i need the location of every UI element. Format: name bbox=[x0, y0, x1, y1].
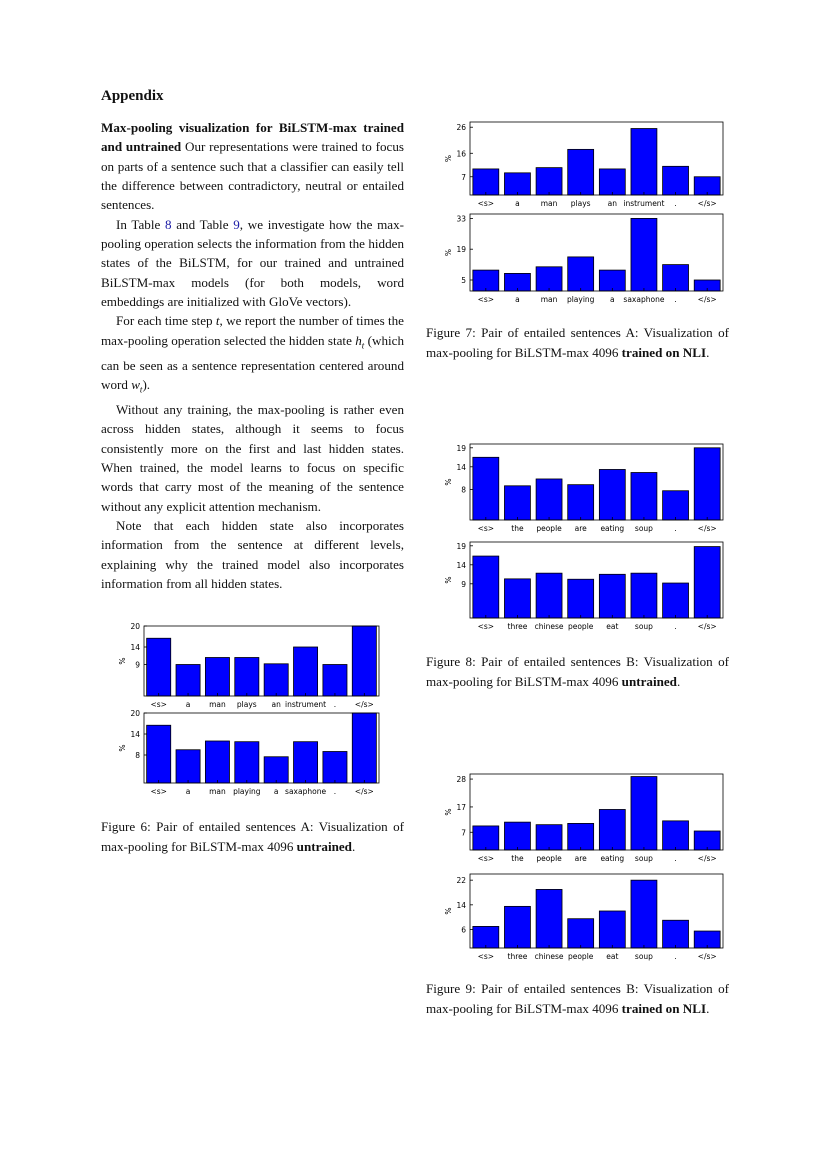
bar-2 bbox=[536, 573, 562, 618]
x-tick-label: <s> bbox=[477, 295, 495, 304]
bar-7 bbox=[352, 626, 376, 696]
bar-4 bbox=[599, 169, 625, 195]
bar-2 bbox=[536, 479, 562, 520]
fig7-caption-end: . bbox=[706, 344, 710, 360]
y-tick-label: 19 bbox=[456, 443, 466, 453]
y-tick-label: 5 bbox=[461, 276, 466, 285]
fig8-caption-end: . bbox=[676, 673, 681, 689]
fig9-caption-text: Figure 9: Pair of entailed sentences B: Visualization of max-pooling for BiLSTM-max 4096 bbox=[426, 981, 729, 1016]
figure-6-caption bbox=[101, 817, 404, 856]
x-tick-label: people bbox=[536, 524, 562, 533]
y-axis-label: % bbox=[444, 808, 453, 816]
bar-0 bbox=[147, 725, 171, 783]
fig6-caption-end: . bbox=[351, 838, 356, 854]
bar-0 bbox=[473, 270, 499, 291]
x-tick-label: . bbox=[674, 622, 677, 631]
p2-text-a: In Table bbox=[116, 216, 165, 232]
chart-fig7-bottom bbox=[444, 208, 726, 307]
math-w-sub: t bbox=[139, 384, 143, 395]
x-tick-label: eat bbox=[606, 952, 619, 961]
y-axis-label: % bbox=[118, 744, 127, 752]
fig7-caption-bold: trained on NLI bbox=[621, 344, 707, 360]
bar-2 bbox=[536, 889, 562, 948]
y-axis-label: % bbox=[444, 478, 453, 486]
bar-4 bbox=[264, 757, 288, 783]
figure-9-caption bbox=[426, 979, 729, 1018]
bar-3 bbox=[235, 658, 259, 697]
x-tick-label: a bbox=[515, 199, 520, 208]
x-tick-label: a bbox=[185, 787, 191, 796]
x-tick-label: <s> bbox=[477, 854, 495, 863]
bar-6 bbox=[663, 821, 689, 850]
bar-0 bbox=[473, 926, 499, 948]
table-9-link[interactable]: 9 bbox=[233, 216, 240, 232]
y-tick-label: 14 bbox=[456, 462, 466, 472]
paragraph-5: Note that each hidden state also incorporates information from the sentence at different levels, explaining why the trained model also incorporates information from all hidden states. bbox=[101, 518, 404, 592]
bar-1 bbox=[176, 665, 200, 697]
x-tick-label: three bbox=[507, 622, 528, 631]
y-tick-label: 8 bbox=[135, 751, 140, 760]
figure-7-caption bbox=[426, 323, 729, 362]
y-tick-label: 7 bbox=[461, 828, 466, 838]
x-tick-label: </s> bbox=[697, 854, 717, 863]
y-tick-label: 26 bbox=[456, 123, 466, 133]
bar-7 bbox=[694, 448, 720, 520]
x-tick-label: man bbox=[540, 295, 558, 304]
p3-text-d: ). bbox=[142, 377, 151, 393]
x-tick-label: are bbox=[574, 524, 587, 533]
x-tick-label: are bbox=[574, 854, 587, 863]
bar-1 bbox=[504, 486, 530, 520]
bar-6 bbox=[663, 265, 689, 291]
x-tick-label: plays bbox=[570, 199, 591, 208]
chart-fig9-bottom bbox=[444, 868, 726, 964]
x-tick-label: </s> bbox=[697, 199, 717, 208]
bar-6 bbox=[323, 752, 347, 784]
y-axis-label: % bbox=[118, 657, 127, 665]
x-tick-label: people bbox=[536, 854, 562, 863]
chart-fig9-top bbox=[444, 768, 726, 866]
bar-2 bbox=[536, 168, 562, 195]
paragraph-1-text: Our representations were trained to focus on parts of a sentence such that a classifier can easily tell the difference between contradictory, neutral or entailed sentences. bbox=[101, 139, 404, 213]
y-axis-label: % bbox=[444, 154, 453, 163]
math-h-sub: t bbox=[361, 340, 365, 351]
bar-6 bbox=[663, 166, 689, 195]
y-tick-label: 20 bbox=[130, 622, 140, 631]
x-tick-label: . bbox=[674, 199, 677, 208]
x-tick-label: eating bbox=[600, 524, 625, 533]
x-tick-label: soup bbox=[634, 854, 653, 863]
bar-6 bbox=[323, 665, 347, 697]
section-heading: Appendix bbox=[101, 88, 164, 104]
paragraph-1 bbox=[101, 118, 404, 215]
math-w: w bbox=[131, 377, 140, 393]
y-tick-label: 17 bbox=[456, 802, 466, 812]
y-tick-label: 14 bbox=[456, 900, 466, 910]
bar-5 bbox=[631, 777, 657, 850]
x-tick-label: eat bbox=[606, 622, 619, 631]
p2-text-b: and Table bbox=[171, 216, 234, 232]
bar-1 bbox=[504, 822, 530, 850]
bar-5 bbox=[631, 473, 657, 521]
y-tick-label: 9 bbox=[135, 660, 140, 670]
y-tick-label: 16 bbox=[456, 149, 466, 159]
x-tick-label: <s> bbox=[477, 524, 495, 533]
bar-5 bbox=[631, 218, 657, 291]
bar-0 bbox=[473, 457, 499, 520]
y-tick-label: 7 bbox=[461, 172, 466, 182]
x-tick-label: soup bbox=[634, 622, 653, 631]
x-tick-label: instrument bbox=[623, 199, 665, 208]
x-tick-label: man bbox=[209, 787, 226, 796]
p3-text-b: , we report the number of times the max-pooling operation selected the hidden state bbox=[101, 313, 404, 348]
x-tick-label: the bbox=[511, 854, 524, 863]
y-tick-label: 8 bbox=[461, 485, 466, 495]
x-tick-label: the bbox=[511, 524, 524, 533]
y-tick-label: 19 bbox=[456, 541, 466, 551]
fig8-caption-text: Figure 8: Pair of entailed sentences B: Visualization of max-pooling for BiLSTM-max 4096 bbox=[426, 654, 729, 689]
bar-5 bbox=[294, 742, 318, 783]
y-axis-label: % bbox=[444, 576, 453, 584]
x-tick-label: . bbox=[674, 295, 677, 304]
x-tick-label: soup bbox=[634, 524, 653, 533]
bar-3 bbox=[568, 579, 594, 618]
x-tick-label: <s> bbox=[150, 700, 167, 709]
math-t: t bbox=[215, 313, 220, 329]
fig6-caption-bold: untrained bbox=[296, 838, 352, 854]
bar-0 bbox=[473, 169, 499, 195]
x-tick-label: three bbox=[507, 952, 528, 961]
fig9-caption-end: . bbox=[706, 1000, 710, 1016]
x-tick-label: an bbox=[271, 700, 281, 709]
bar-3 bbox=[568, 149, 594, 195]
paragraph-title: Max-pooling visualization for BiLSTM-max trained and untrained bbox=[101, 120, 404, 155]
chart-fig7-top bbox=[444, 116, 726, 211]
y-tick-label: 22 bbox=[456, 876, 466, 886]
x-tick-label: </s> bbox=[354, 700, 374, 709]
y-tick-label: 33 bbox=[456, 214, 466, 224]
bar-2 bbox=[205, 658, 229, 697]
bar-7 bbox=[694, 547, 720, 618]
bar-3 bbox=[568, 919, 594, 948]
p3-text-c: (which can be seen as a sentence representation centered around word bbox=[101, 332, 405, 393]
x-tick-label: <s> bbox=[477, 952, 495, 961]
x-tick-label: man bbox=[540, 199, 558, 208]
x-tick-label: soup bbox=[634, 952, 653, 961]
fig8-caption-bold: untrained bbox=[621, 673, 677, 689]
p3-text-a: For each time step bbox=[116, 313, 216, 329]
bar-1 bbox=[176, 750, 200, 783]
x-tick-label: . bbox=[674, 854, 677, 863]
y-axis-label: % bbox=[444, 248, 453, 257]
y-tick-label: 14 bbox=[130, 730, 140, 739]
x-tick-label: . bbox=[333, 700, 337, 709]
y-tick-label: 14 bbox=[130, 643, 140, 652]
x-tick-label: </s> bbox=[697, 295, 717, 304]
x-tick-label: a bbox=[185, 700, 191, 709]
paragraph-4: Without any training, the max-pooling is rather even across hidden states, although it seems to focus consistently more on the first and last hidden states. When trained, the model learns to focus on specific words that carry most of the meaning of the sentence without any explicit attention mechanism. bbox=[101, 402, 404, 514]
x-tick-label: <s> bbox=[477, 199, 495, 208]
bar-0 bbox=[147, 638, 171, 696]
p2-text-c: , we investigate how the max-pooling operation selects the information from the hidden states of the BiLSTM, for our trained and untrained BiLSTM-max models (for both models, word embeddings are initialized with GloVe vectors). bbox=[101, 216, 405, 310]
x-tick-label: instrument bbox=[284, 700, 327, 709]
x-tick-label: <s> bbox=[477, 622, 495, 631]
x-tick-label: man bbox=[209, 700, 226, 709]
fig7-caption-text: Figure 7: Pair of entailed sentences A: Visualization of max-pooling for BiLSTM-max 4096 bbox=[426, 325, 729, 360]
bar-1 bbox=[504, 906, 530, 948]
chart-fig6-bottom bbox=[118, 707, 382, 799]
paragraph-2 bbox=[101, 215, 404, 312]
x-tick-label: </s> bbox=[354, 787, 374, 796]
chart-fig8-bottom bbox=[444, 536, 726, 634]
math-h: h bbox=[355, 332, 362, 348]
y-tick-label: 28 bbox=[456, 775, 466, 785]
paragraph-3 bbox=[101, 311, 404, 400]
y-tick-label: 6 bbox=[461, 925, 466, 935]
chart-fig6-top bbox=[118, 620, 382, 712]
bar-7 bbox=[352, 713, 376, 783]
bar-0 bbox=[473, 826, 499, 850]
bar-1 bbox=[504, 173, 530, 195]
table-8-link[interactable]: 8 bbox=[164, 216, 172, 232]
x-tick-label: </s> bbox=[697, 524, 717, 533]
bar-4 bbox=[599, 469, 625, 520]
y-tick-label: 19 bbox=[456, 245, 466, 255]
bar-6 bbox=[663, 920, 689, 948]
x-tick-label: saxaphone bbox=[285, 787, 327, 796]
x-tick-label: . bbox=[333, 787, 337, 796]
bar-4 bbox=[599, 809, 625, 850]
x-tick-label: a bbox=[610, 295, 615, 304]
y-tick-label: 14 bbox=[456, 560, 466, 570]
x-tick-label: <s> bbox=[150, 787, 167, 796]
x-tick-label: a bbox=[273, 787, 279, 796]
fig6-caption-text: Figure 6: Pair of entailed sentences A: Visualization of max-pooling for BiLSTM-max 4096 bbox=[101, 819, 404, 854]
bar-5 bbox=[294, 647, 318, 696]
x-tick-label: saxaphone bbox=[623, 295, 665, 304]
x-tick-label: playing bbox=[233, 787, 261, 796]
y-tick-label: 20 bbox=[130, 709, 140, 718]
x-tick-label: </s> bbox=[697, 952, 717, 961]
x-tick-label: people bbox=[567, 952, 594, 961]
bar-2 bbox=[536, 825, 562, 850]
x-tick-label: an bbox=[607, 199, 617, 208]
x-tick-label: people bbox=[567, 622, 594, 631]
x-tick-label: </s> bbox=[697, 622, 717, 631]
bar-3 bbox=[568, 257, 594, 291]
bar-0 bbox=[473, 556, 499, 618]
x-tick-label: eating bbox=[600, 854, 625, 863]
bar-6 bbox=[663, 583, 689, 618]
bar-5 bbox=[631, 573, 657, 618]
y-axis-label: % bbox=[444, 907, 453, 915]
bar-5 bbox=[631, 129, 657, 195]
x-tick-label: a bbox=[515, 295, 520, 304]
bar-4 bbox=[599, 574, 625, 618]
x-tick-label: chinese bbox=[534, 952, 564, 961]
bar-5 bbox=[631, 880, 657, 948]
bar-4 bbox=[264, 664, 288, 696]
bar-2 bbox=[205, 741, 229, 783]
bar-3 bbox=[568, 823, 594, 850]
x-tick-label: . bbox=[674, 952, 677, 961]
bar-4 bbox=[599, 270, 625, 291]
x-tick-label: plays bbox=[236, 700, 257, 709]
bar-4 bbox=[599, 911, 625, 948]
x-tick-label: chinese bbox=[534, 622, 564, 631]
bar-1 bbox=[504, 579, 530, 618]
x-tick-label: playing bbox=[566, 295, 595, 304]
bar-6 bbox=[663, 491, 689, 520]
bar-3 bbox=[235, 742, 259, 783]
x-tick-label: . bbox=[674, 524, 677, 533]
chart-fig8-top bbox=[444, 438, 726, 536]
fig9-caption-bold: trained on NLI bbox=[621, 1000, 707, 1016]
bar-3 bbox=[568, 485, 594, 520]
figure-8-caption bbox=[426, 652, 729, 691]
bar-2 bbox=[536, 267, 562, 291]
body-text bbox=[101, 118, 404, 593]
y-tick-label: 9 bbox=[461, 579, 466, 589]
